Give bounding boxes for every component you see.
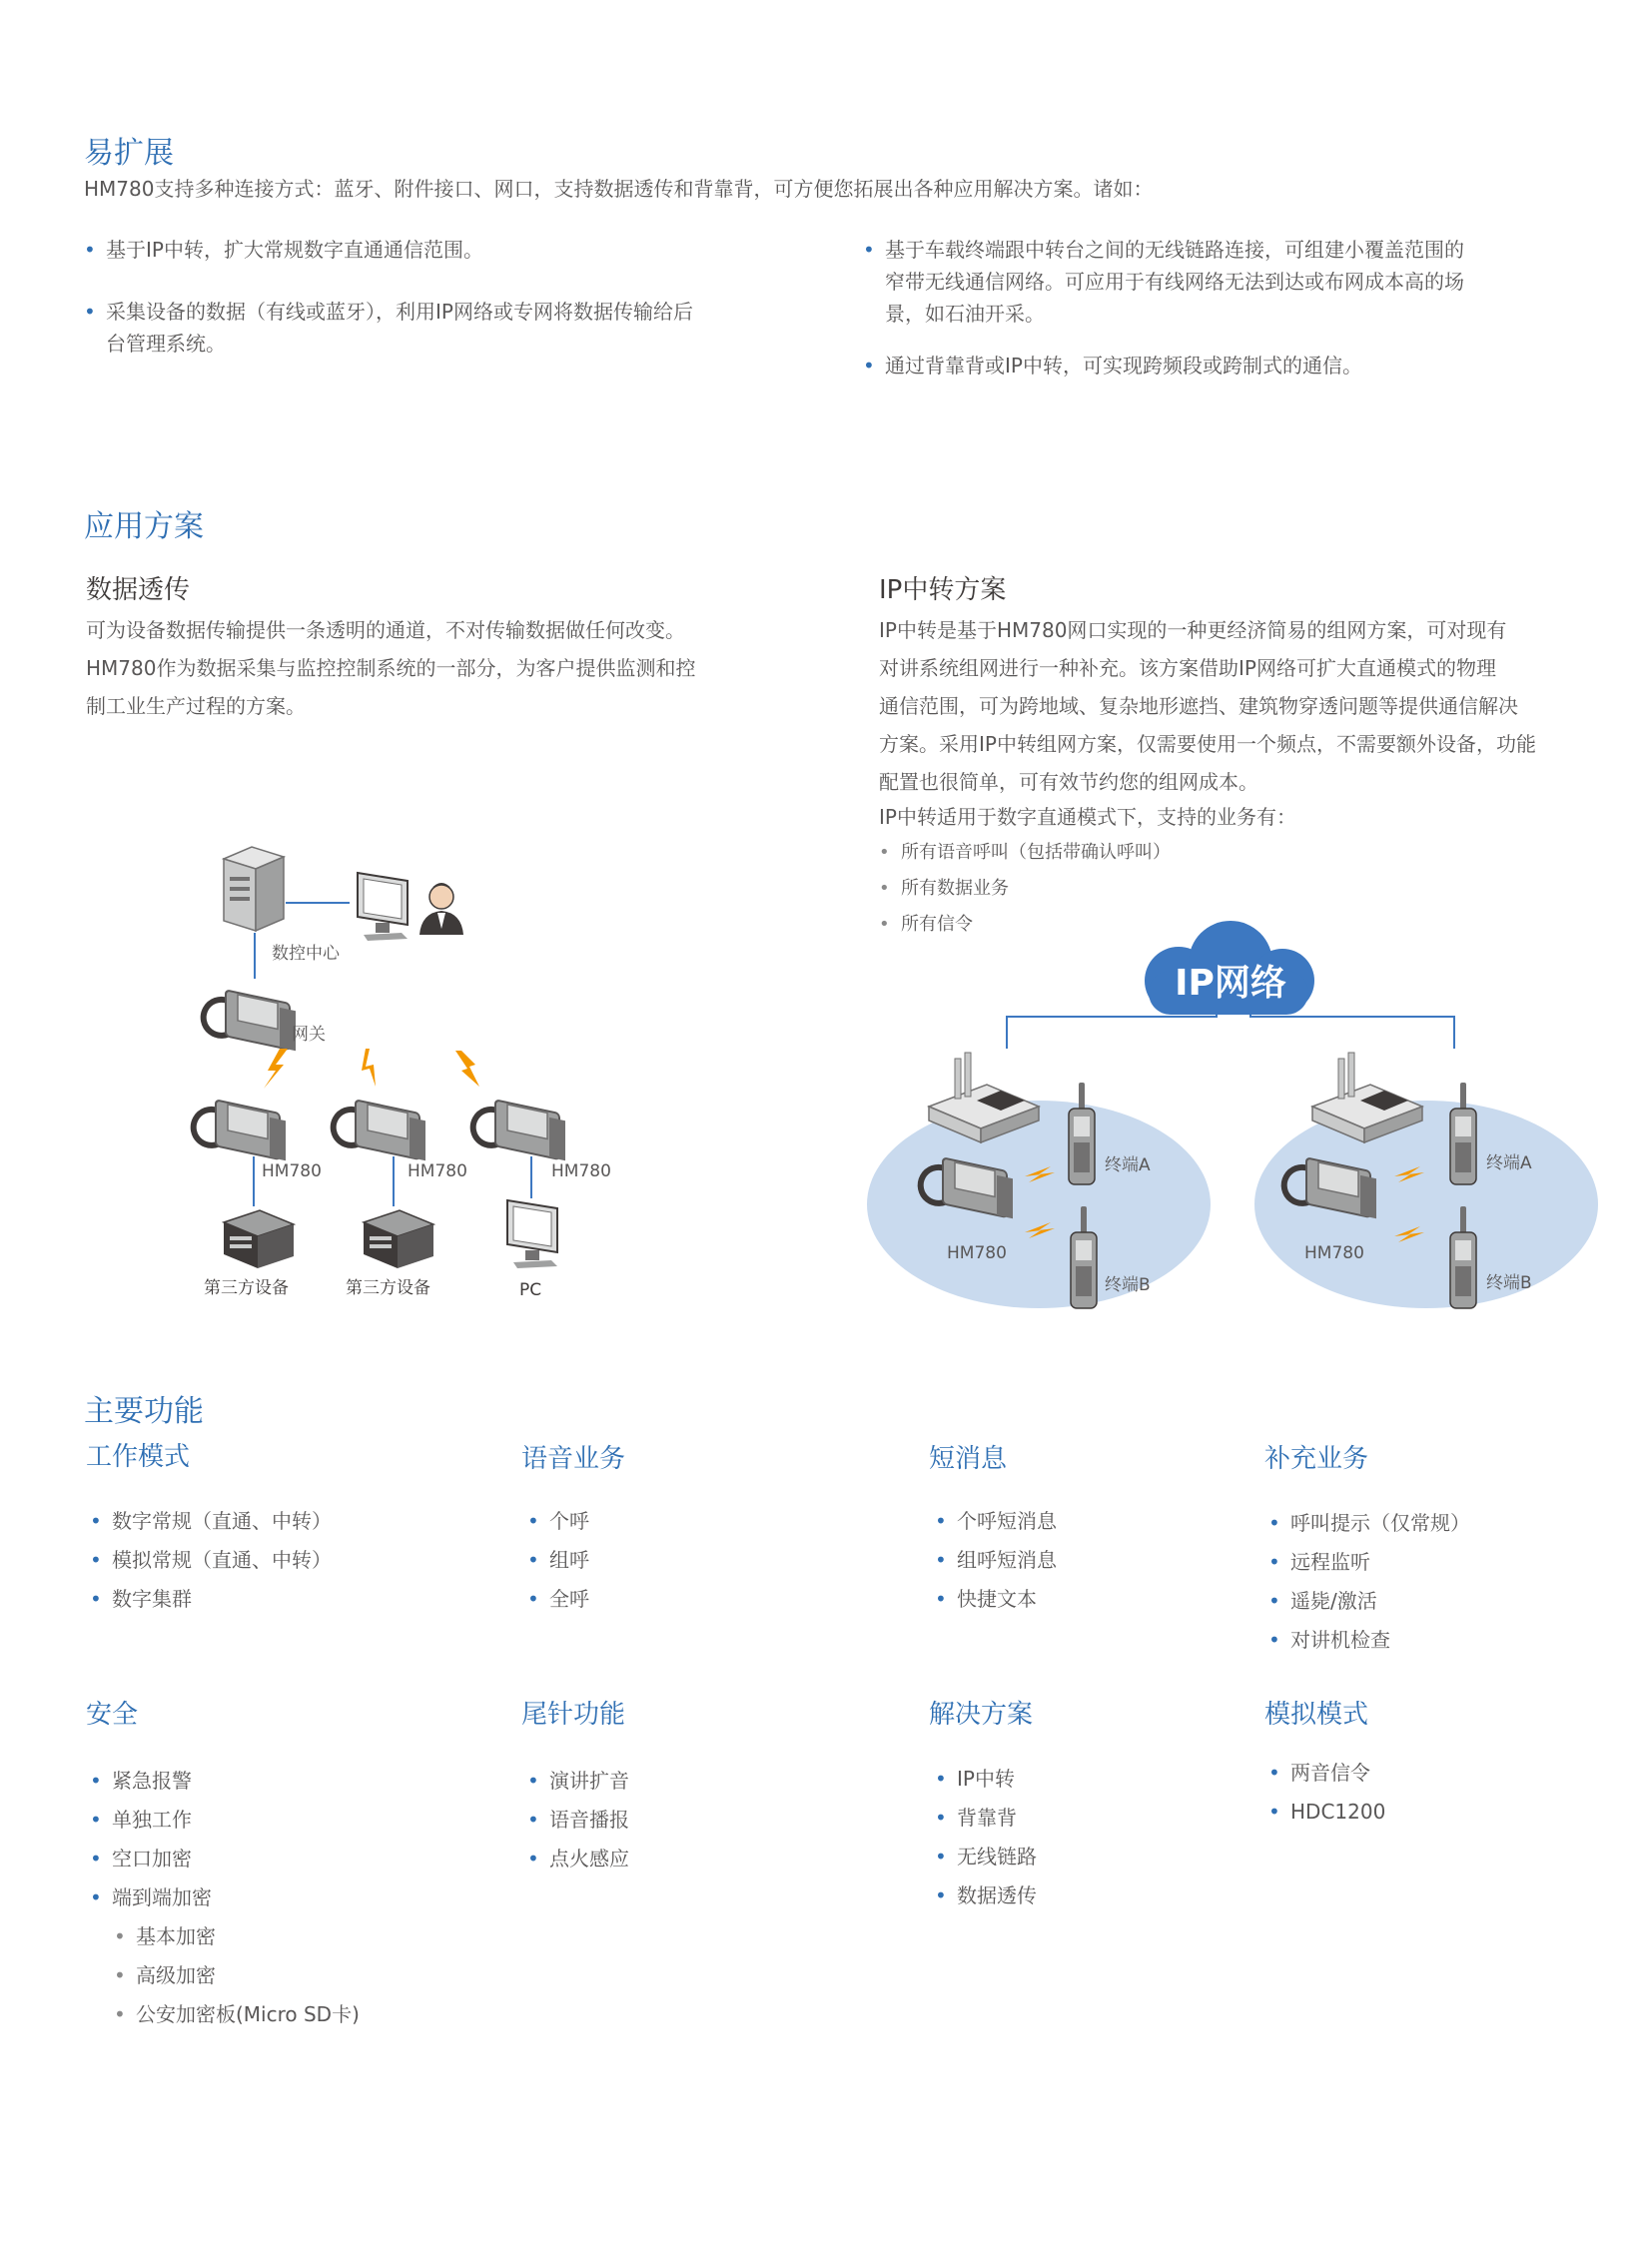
list-item: • 背靠背 [935,1799,1037,1838]
wireless-signal-icon [362,1049,376,1087]
server-icon [224,847,284,931]
third-party-device-icon [224,1210,294,1268]
section-title-apps: 应用方案 [84,509,204,544]
list-item: • 数字集群 [90,1580,332,1619]
list-item: • 语音播报 [527,1801,629,1840]
third-party-label: 第三方设备 [346,1278,430,1298]
section-title-expand: 易扩展 [84,136,174,171]
list-item: • 数字常规（直通、中转） [90,1502,332,1541]
radio-label: HM780 [947,1243,1007,1263]
list-item: • 快捷文本 [935,1580,1057,1619]
coverage-area-left [867,1101,1211,1308]
terminal-b-label: 终端B [1486,1273,1532,1293]
third-party-device-icon [364,1210,433,1268]
list-item: • HDC1200 [1268,1793,1385,1832]
list-item: • 基本加密 [114,1917,360,1956]
radio-label: HM780 [551,1161,611,1181]
data-transparent-diagram [180,839,611,1338]
list-item: • 组呼 [527,1541,589,1580]
terminal-a-label: 终端A [1105,1155,1151,1175]
hm780-radio-icon [334,1100,425,1160]
wireless-signal-icon [455,1051,479,1087]
wireless-signal-icon [264,1049,288,1089]
list-item: • 单独工作 [90,1801,212,1840]
data-center-label: 数控中心 [272,944,340,964]
list-item: • 端到端加密 [90,1878,212,1917]
feature-group-title: 解决方案 [929,1700,1034,1730]
feature-group-title: 语音业务 [521,1444,626,1474]
transparent-title: 数据透传 [86,575,191,605]
hm780-radio-icon [194,1100,286,1160]
feature-group-title: 安全 [86,1700,139,1730]
feature-group-title: 尾针功能 [521,1700,626,1730]
list-item: • 数据透传 [935,1876,1037,1915]
list-item: • 遥毙/激活 [1268,1582,1470,1621]
monitor-icon [358,873,408,941]
pc-label: PC [519,1280,542,1300]
feature-group-title: 工作模式 [86,1442,191,1472]
list-item: • 点火感应 [527,1840,629,1878]
expand-left-list [84,234,483,266]
section-title-features: 主要功能 [84,1394,204,1429]
ip-network-label: IP网络 [1175,963,1286,1004]
handheld-radio-icon [1450,1083,1476,1184]
user-icon [419,883,463,935]
list-item: • IP中转 [935,1760,1037,1799]
expand-intro: HM780支持多种连接方式：蓝牙、附件接口、网口，支持数据透传和背靠背，可方便您拓展出各种应用解决方案。诸如： [84,177,1154,201]
handheld-radio-icon [1069,1083,1095,1184]
list-item: • 基于车载终端跟中转台之间的无线链路连接，可组建小覆盖范围的 窄带无线通信网络。可应用于有线网络无法到达或布网成本高的场 景，如石油开采。 [863,234,1464,330]
list-item: • 远程监听 [1268,1543,1470,1582]
list-item: • 演讲扩音 [527,1762,629,1801]
expand-right-list [863,234,1464,330]
list-item: • 个呼短消息 [935,1502,1057,1541]
list-item: • 所有数据业务 [879,871,1171,907]
gateway-radio-icon [204,990,296,1051]
feature-list-tail-pin [527,1762,629,1878]
ip-relay-diagram [859,911,1598,1350]
transparent-desc: 可为设备数据传输提供一条透明的通道，不对传输数据做任何改变。 HM780作为数据采集与监控控制系统的一部分，为客户提供监测和控 制工业生产过程的方案。 [86,618,696,718]
list-item: • 个呼 [527,1502,589,1541]
terminal-b-label: 终端B [1105,1275,1151,1295]
gateway-label: 网关 [292,1025,326,1045]
radio-label: HM780 [1304,1243,1364,1263]
terminal-a-label: 终端A [1486,1153,1532,1173]
list-item: • 空口加密 [90,1840,212,1878]
list-item: • 公安加密板(Micro SD卡) [114,1995,360,2034]
list-item: • 采集设备的数据（有线或蓝牙），利用IP网络或专网将数据传输给后 台管理系统。 [84,296,693,360]
pc-icon [507,1200,557,1268]
hm780-radio-icon [473,1100,565,1160]
list-item: • 两音信令 [1268,1754,1385,1793]
third-party-label: 第三方设备 [204,1278,289,1298]
expand-right-list-2 [863,350,1362,381]
radio-label: HM780 [408,1161,467,1181]
radio-label: HM780 [262,1161,322,1181]
feature-list-security [90,1762,212,1917]
list-item: • 全呼 [527,1580,589,1619]
feature-list-work-mode [90,1502,332,1619]
expand-left-list-2 [84,296,693,360]
list-item: • 紧急报警 [90,1762,212,1801]
list-item: • 模拟常规（直通、中转） [90,1541,332,1580]
feature-list-sms [935,1502,1057,1619]
feature-group-title: 模拟模式 [1264,1700,1369,1730]
feature-group-title: 补充业务 [1264,1444,1369,1474]
ip-relay-desc: IP中转是基于HM780网口实现的一种更经济简易的组网方案，可对现有 对讲系统组网进行一种补充。该方案借助IP网络可扩大直通模式的物理 通信范围，可为跨地域、复杂地形遮挡、建筑物穿透问题等提供通信解决 方案。采用IP中转组网方案，仅需要使用一个频点，不需要额外设备，功能 配置也很简单，可有效节约您的组网成本。 IP中转适用于数字直通模式下，支持的业务有： [879,618,1536,829]
list-item: • 通过背靠背或IP中转，可实现跨频段或跨制式的通信。 [863,350,1362,381]
list-item: • 呼叫提示（仅常规） [1268,1504,1470,1543]
feature-list-solutions [935,1760,1037,1915]
feature-sublist-encryption [114,1917,360,2034]
list-item: • 所有语音呼叫（包括带确认呼叫） [879,835,1171,871]
list-item: • 高级加密 [114,1956,360,1995]
list-item: • 对讲机检查 [1268,1621,1470,1660]
list-item: • 基于IP中转，扩大常规数字直通通信范围。 [84,234,483,266]
list-item: • 无线链路 [935,1838,1037,1876]
list-item: • 所有信令 [879,907,1171,943]
list-item: • 组呼短消息 [935,1541,1057,1580]
feature-list-voice [527,1502,589,1619]
feature-list-supplementary [1268,1504,1470,1660]
feature-group-title: 短消息 [929,1444,1008,1474]
ip-relay-title: IP中转方案 [879,575,1007,605]
feature-list-analog [1268,1754,1385,1832]
